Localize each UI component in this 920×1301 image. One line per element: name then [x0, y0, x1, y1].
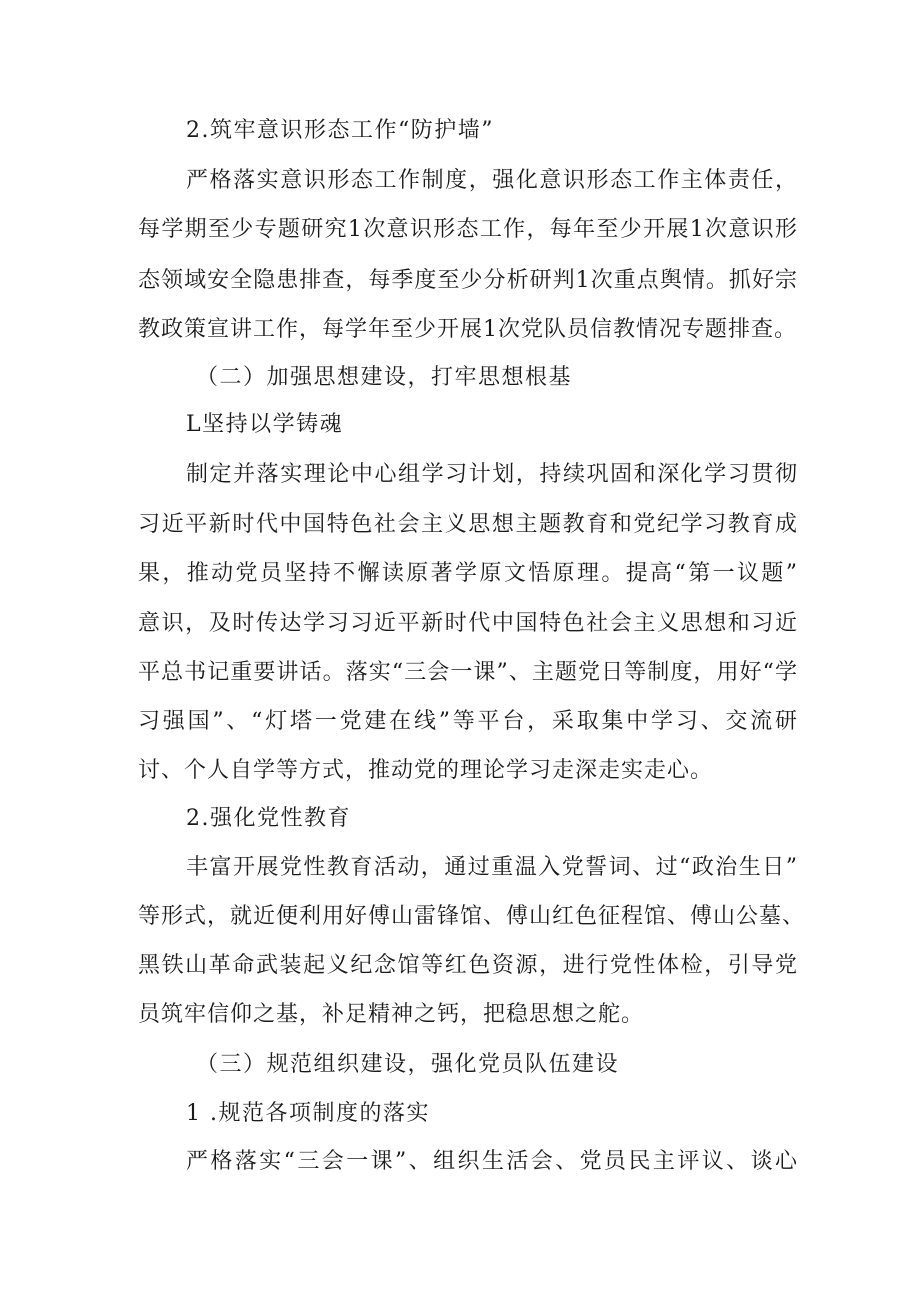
paragraph-line: 丰富开展党性教育活动，通过重温入党誓词、过“政治生日”	[186, 855, 798, 880]
paragraph-line: 黑铁山革命武装起义纪念馆等红色资源，进行党性体检，引导党	[138, 953, 798, 978]
paragraph-line: 习强国”、“灯塔一党建在线”等平台，采取集中学习、交流研	[138, 709, 798, 734]
subheading-party-education: 2.强化党性教育	[186, 806, 351, 831]
subheading-learning: L坚持以学铸魂	[186, 412, 344, 437]
paragraph-line: 严格落实“三会一课”、组织生活会、党员民主评议、谈心	[186, 1149, 798, 1174]
paragraph-line: 态领域安全隐患排查，每季度至少分析研判1次重点舆情。抓好宗	[138, 268, 798, 293]
subheading-ideology-firewall: 2.筑牢意识形态工作“防护墙”	[186, 118, 494, 143]
paragraph-line: 员筑牢信仰之基，补足精神之钙，把稳思想之舵。	[138, 1002, 645, 1027]
paragraph-line: 平总书记重要讲话。落实“三会一课”、主题党日等制度，用好“学	[138, 660, 798, 685]
section-heading-2: （二）加强思想建设，打牢思想根基	[196, 365, 573, 390]
paragraph-line: 每学期至少专题研究1次意识形态工作，每年至少开展1次意识形	[138, 217, 798, 242]
paragraph-line: 等形式，就近便利用好傅山雷锋馆、傅山红色征程馆、傅山公墓、	[138, 904, 806, 929]
subheading-regulations: 1 .规范各项制度的落实	[186, 1101, 430, 1126]
paragraph-line: 习近平新时代中国特色社会主义思想主题教育和党纪学习教育成	[138, 512, 798, 537]
paragraph-line: 意识，及时传达学习习近平新时代中国特色社会主义思想和习近	[138, 611, 798, 636]
paragraph-line: 果，推动党员坚持不懈读原著学原文悟原理。提高“第一议题”	[138, 561, 798, 586]
paragraph-line: 教政策宣讲工作，每学年至少开展1次党队员信教情况专题排查。	[138, 317, 797, 342]
section-heading-3: （三）规范组织建设，强化党员队伍建设	[196, 1052, 620, 1077]
paragraph-line: 讨、个人自学等方式，推动党的理论学习走深走实走心。	[138, 758, 714, 783]
paragraph-line: 严格落实意识形态工作制度，强化意识形态工作主体责任，	[186, 168, 798, 193]
paragraph-line: 制定并落实理论中心组学习计划，持续巩固和深化学习贯彻	[186, 462, 798, 487]
